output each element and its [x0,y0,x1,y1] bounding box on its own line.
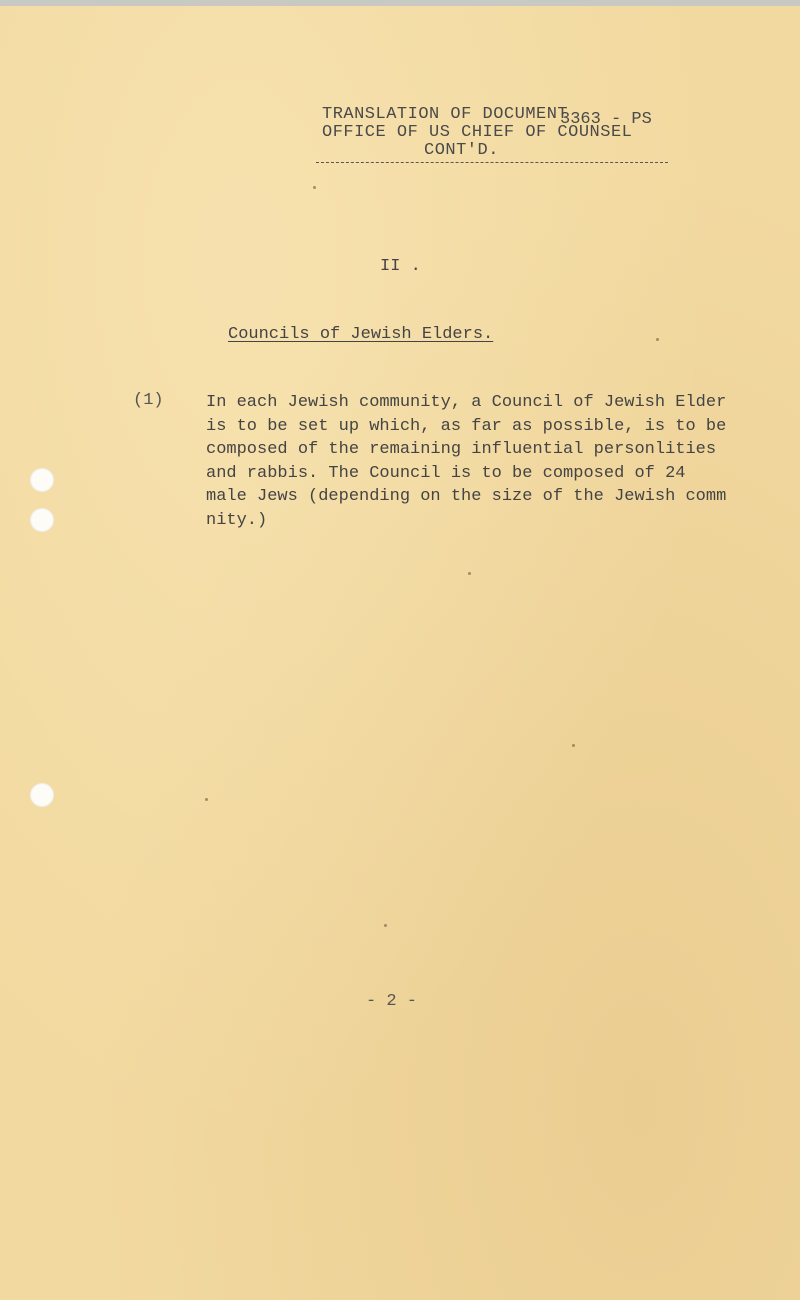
section-title: Councils of Jewish Elders. [228,325,494,344]
section-number: II . [380,257,421,276]
punch-hole [30,508,54,532]
paragraph-line: and rabbis. The Council is to be composed of 24 [206,463,686,483]
header-office: OFFICE OF US CHIEF OF COUNSEL [322,123,633,142]
paragraph-line: is to be set up which, as far as possible, is to be [206,416,727,436]
scan-top-edge [0,0,800,6]
paper-speck [313,186,316,189]
punch-hole [30,468,54,492]
paper-speck [656,338,659,341]
paragraph-line: male Jews (depending on the size of the Jewish comm [206,487,727,506]
punch-hole [30,783,54,807]
paragraph-number: (1) [133,391,164,410]
header-title: TRANSLATION OF DOCUMENT [322,105,569,124]
header-rule [316,162,668,163]
document-number: 3363 - PS [560,110,652,129]
paragraph-line: composed of the remaining influential personlities [206,440,717,459]
paper-speck [468,572,471,575]
paragraph-body [206,391,800,532]
paper-speck [572,744,575,747]
paragraph-line: In each Jewish community, a Council of Jewish Elder [206,393,727,412]
page-number: - 2 - [366,992,418,1011]
paper-speck [205,798,208,801]
paragraph-line: nity.) [206,510,268,530]
paper-speck [384,924,387,927]
header-contd: CONT'D. [424,141,499,160]
